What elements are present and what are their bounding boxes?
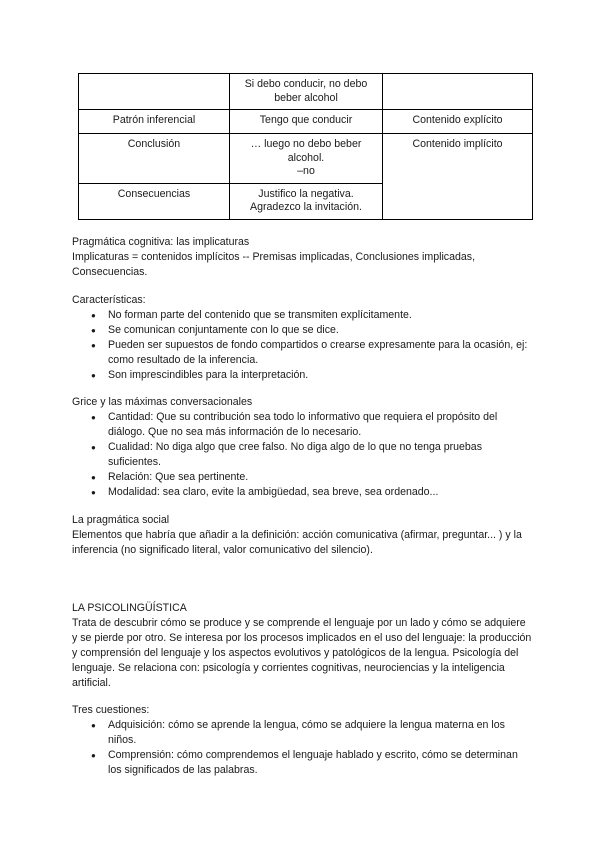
section-heading: Pragmática cognitiva: las implicaturas — [72, 236, 250, 248]
paragraph: Trata de descubrir cómo se produce y se comprende el lenguaje por un lado y cómo se adquiere y se pierde por otro. Se interesa por los procesos implicados en el uso del lenguaje: la producción y comprensión del lenguaje y los aspectos evolutivos y patológicos de la lengua. Psicología del lenguaje. Se relaciona con: psicología y corrientes cognitivas, neurociencias y la inteligencia artificial. — [72, 617, 532, 689]
list-item: ● Pueden ser supuestos de fondo compartidos o crearse expresamente para la ocasión, ej: como resultado de la inferencia. — [108, 338, 532, 368]
table-cell — [383, 74, 533, 110]
list-item: ● Cantidad: Que su contribución sea todo lo informativo que requiera el propósito del diálogo. Que no sea más información de lo necesario. — [108, 410, 532, 440]
table-cell — [79, 74, 230, 110]
table-cell: Patrón inferencial — [79, 110, 230, 134]
pragmatica-cognitiva-section — [72, 235, 532, 280]
section-heading: La pragmática social — [72, 514, 170, 526]
list-item: ● Comprensión: cómo comprendemos el lenguaje hablado y escrito, cómo se determinan los significados de las palabras. — [108, 748, 532, 778]
list-item: ● Se comunican conjuntamente con lo que se dice. — [108, 323, 532, 338]
paragraph: Implicaturas = contenidos implícitos -- Premisas implicadas, Conclusiones implicadas, Consecuencias. — [72, 251, 476, 278]
table-row — [79, 110, 533, 134]
caracteristicas-section — [72, 293, 532, 383]
list-item: ● Modalidad: sea claro, evite la ambigüedad, sea breve, sea ordenado... — [108, 485, 532, 500]
psicolinguistica-section — [72, 601, 532, 691]
list-item: ● No forman parte del contenido que se transmiten explícitamente. — [108, 308, 532, 323]
bullet-list — [72, 308, 532, 383]
paragraph: Elementos que habría que añadir a la definición: acción comunicativa (afirmar, preguntar... ) y la inferencia (no significado literal, valor comunicativo del silencio). — [72, 529, 522, 556]
table-cell: Consecuencias — [79, 183, 230, 219]
section-heading: LA PSICOLINGÜÍSTICA — [72, 602, 187, 614]
table-cell: Tengo que conducir — [230, 110, 383, 134]
bullet-list — [72, 718, 532, 778]
grice-section — [72, 395, 532, 500]
section-heading: Tres cuestiones: — [72, 704, 150, 716]
bullet-list — [72, 410, 532, 500]
table-row — [79, 74, 533, 110]
tres-cuestiones-section — [72, 703, 532, 778]
table-cell: … luego no debo beber alcohol. –no — [230, 134, 383, 184]
table-cell: Contenido implícito — [383, 134, 533, 220]
section-heading: Características: — [72, 294, 146, 306]
section-heading: Grice y las máximas conversacionales — [72, 396, 253, 408]
pragmatica-social-section — [72, 513, 532, 558]
table-cell: Si debo conducir, no debo beber alcohol — [230, 74, 383, 110]
list-item: ● Adquisición: cómo se aprende la lengua, cómo se adquiere la lengua materna en los niños. — [108, 718, 532, 748]
pragmatics-table — [78, 73, 533, 220]
table-row — [79, 134, 533, 184]
table-cell: Contenido explícito — [383, 110, 533, 134]
table-cell: Conclusión — [79, 134, 230, 184]
list-item: ● Relación: Que sea pertinente. — [108, 470, 532, 485]
list-item: ● Cualidad: No diga algo que cree falso. No diga algo de lo que no tenga pruebas suficientes. — [108, 440, 532, 470]
list-item: ● Son imprescindibles para la interpretación. — [108, 368, 532, 383]
table-cell: Justifico la negativa. Agradezco la invitación. — [230, 183, 383, 219]
